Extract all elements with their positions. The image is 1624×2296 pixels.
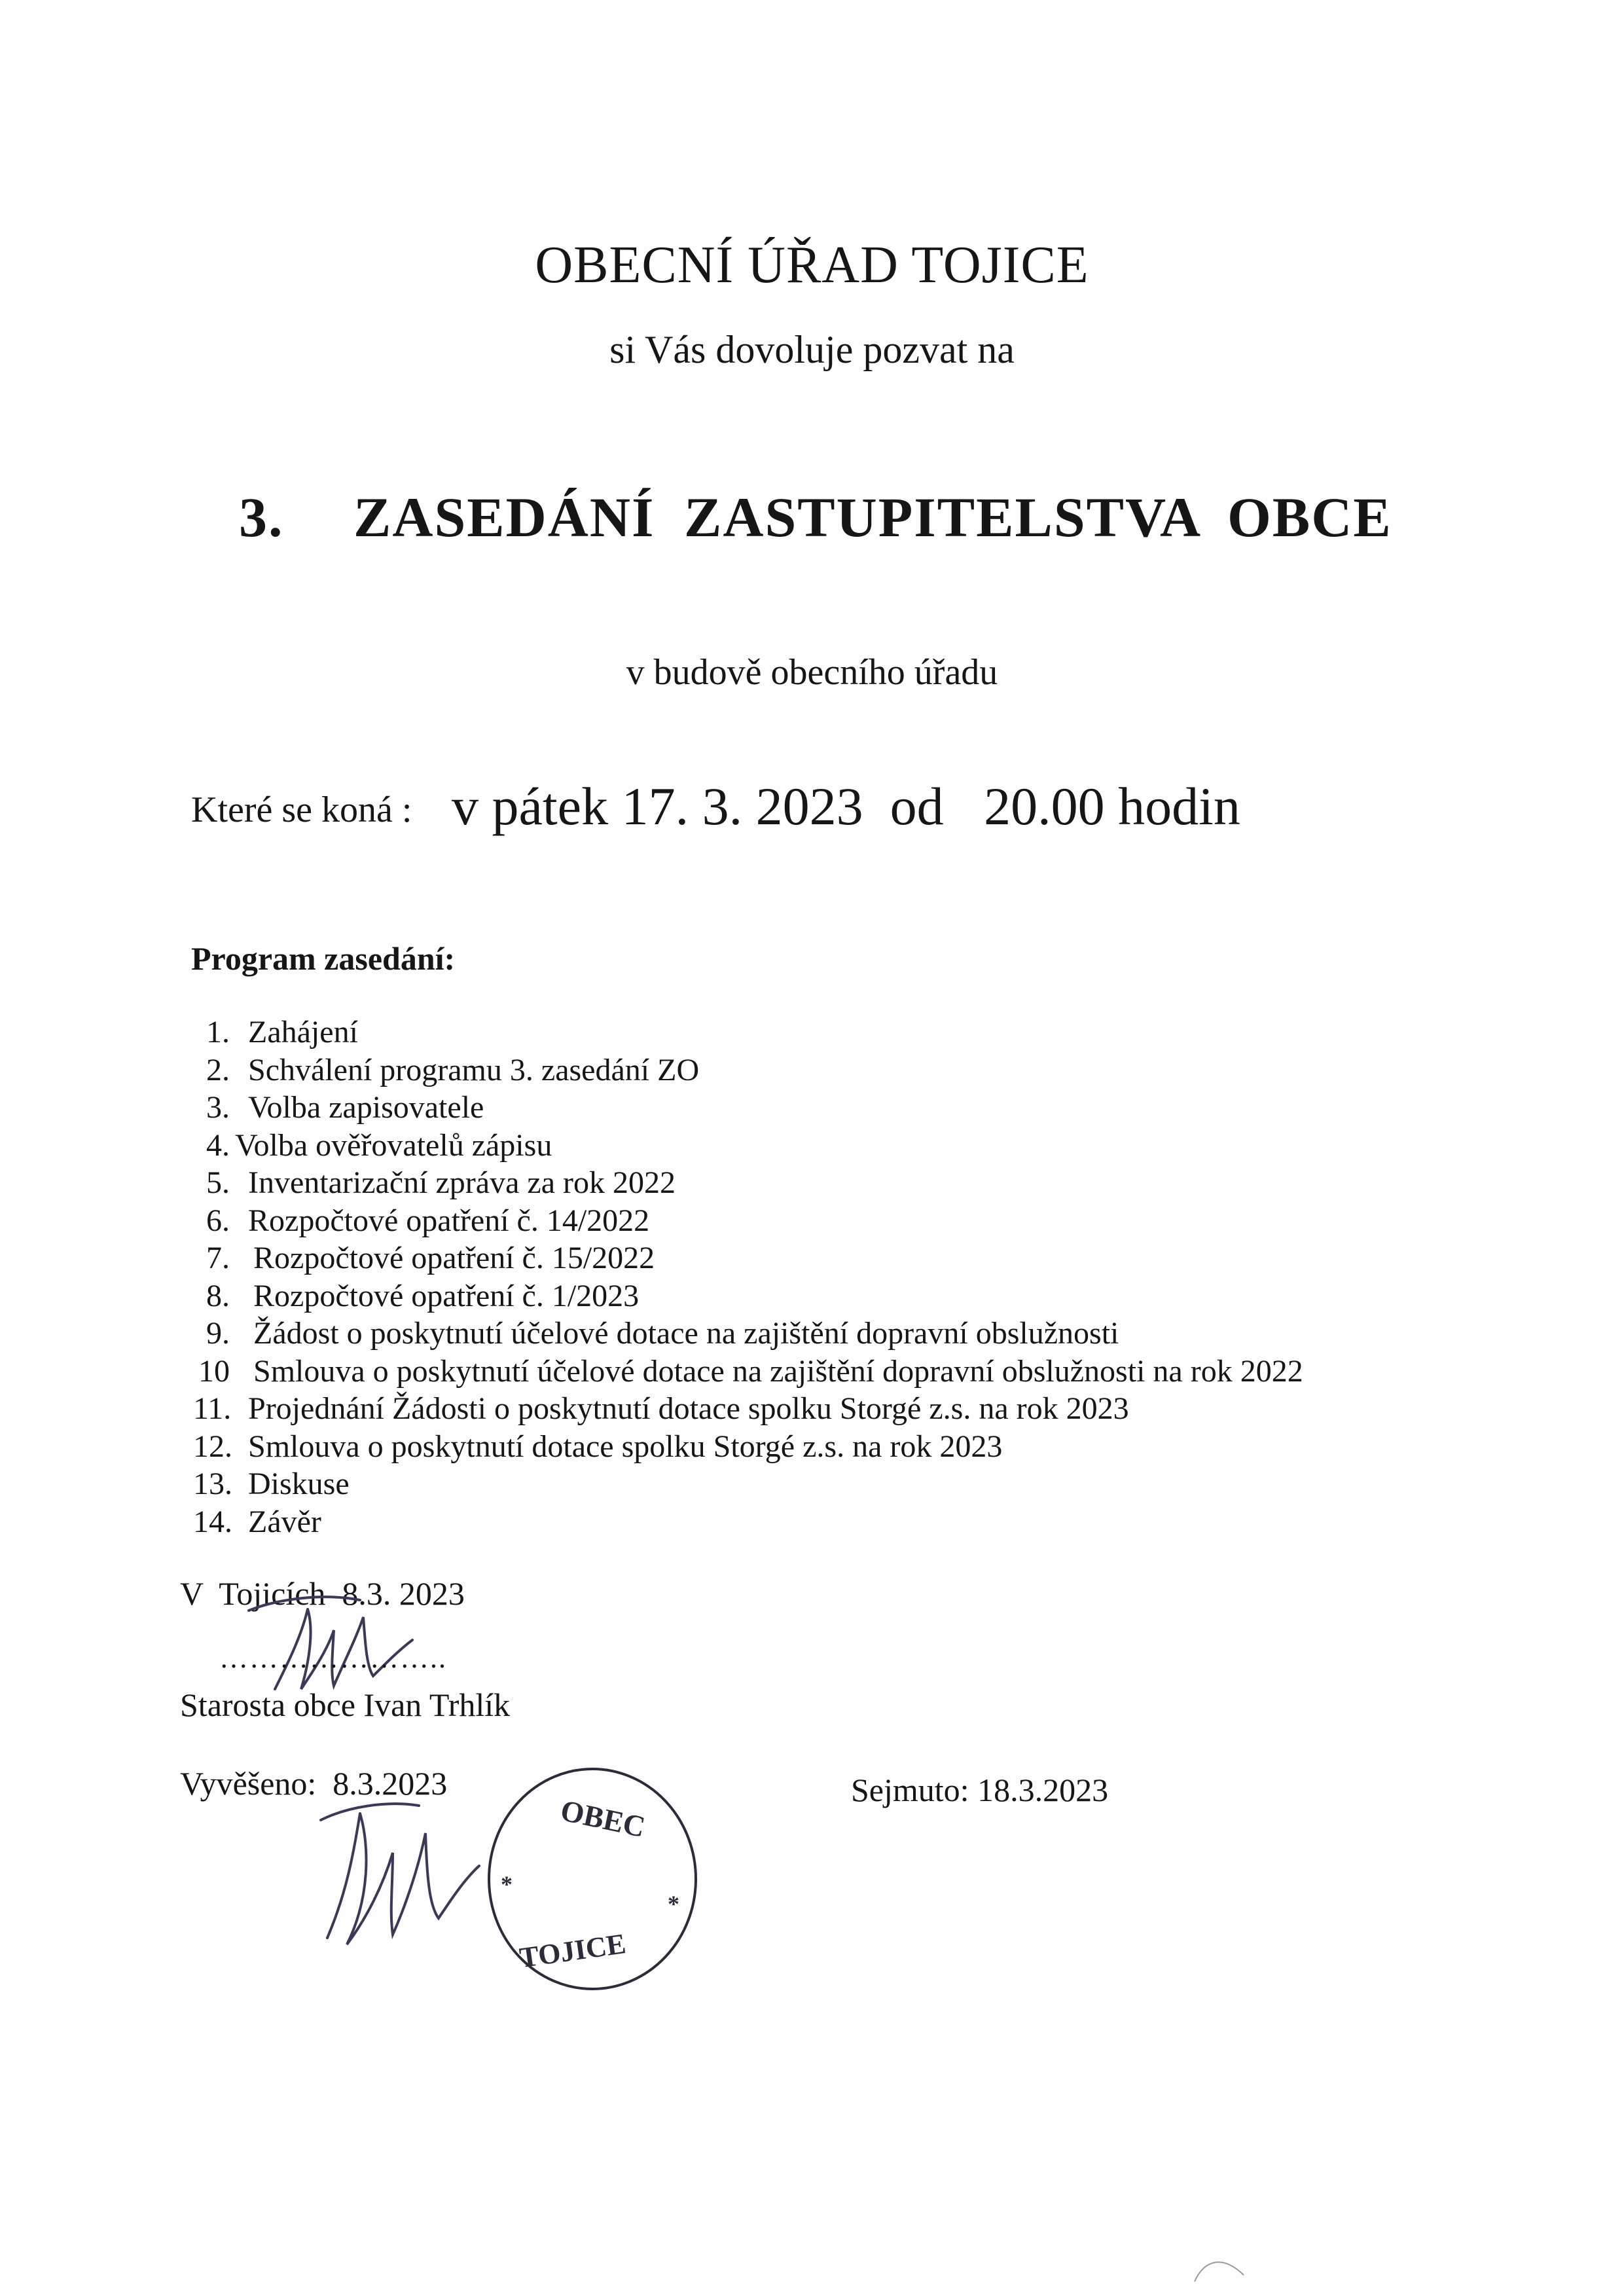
removed-date: Sejmuto: 18.3.2023 <box>851 1772 1109 1808</box>
agenda-item-text: Rozpočtové opatření č. 15/2022 <box>253 1241 655 1275</box>
agenda-item-number: 1. <box>206 1015 230 1049</box>
meeting-title-word-2: ZASTUPITELSTVA <box>684 486 1202 549</box>
municipal-stamp <box>481 1761 704 1997</box>
agenda-item-text: Inventarizační zpráva za rok 2022 <box>248 1165 676 1200</box>
signature-line: ………………….. <box>219 1642 447 1674</box>
agenda-item-number: 9. <box>206 1316 230 1351</box>
meeting-date-time: v pátek 17. 3. 2023 od 20.00 hodin <box>452 776 1240 836</box>
agenda-item-text: Diskuse <box>248 1467 350 1501</box>
agenda-item-number: 13. <box>193 1467 232 1501</box>
stamp-bottom-text: TOJICE <box>517 1927 628 1975</box>
stamp-top-text: OBEC <box>558 1793 649 1844</box>
agenda-item-number: 3. <box>206 1090 230 1125</box>
agenda-item-number: 7. <box>206 1241 230 1275</box>
agenda-item-text: Závěr <box>248 1504 321 1539</box>
agenda-item-number: 6. <box>206 1203 230 1238</box>
posted-date: Vyvěšeno: 8.3.2023 <box>180 1765 448 1802</box>
agenda-item-text: Volba zapisovatele <box>248 1090 484 1125</box>
signature-posted <box>308 1794 484 1951</box>
program-title: Program zasedání: <box>191 940 456 977</box>
meeting-when-label: Které se koná : <box>191 790 412 830</box>
signer-name: Starosta obce Ivan Trhlík <box>180 1686 511 1723</box>
agenda-item-text: Rozpočtové opatření č. 1/2023 <box>253 1278 640 1313</box>
agenda-item-number: 11. <box>193 1391 232 1426</box>
place-date: V Tojicích 8.3. 2023 <box>180 1575 465 1612</box>
office-title: OBECNÍ ÚŘAD TOJICE <box>535 236 1089 294</box>
agenda-item-number: 14. <box>193 1504 232 1539</box>
agenda-item-text: Žádost o poskytnutí účelové dotace na zajištění dopravní obslužnosti <box>253 1316 1119 1351</box>
stamp-star-left: * <box>501 1871 513 1897</box>
agenda-item-number: 2. <box>206 1052 230 1087</box>
agenda-item-text: Projednání Žádosti o poskytnutí dotace spolku Storgé z.s. na rok 2023 <box>248 1391 1129 1426</box>
meeting-number: 3. <box>239 486 284 549</box>
agenda-item-number: 10 <box>198 1353 230 1389</box>
agenda-item-text: Zahájení <box>248 1015 358 1049</box>
agenda-item-number: 4. <box>206 1127 230 1163</box>
agenda-item-text: Rozpočtové opatření č. 14/2022 <box>248 1203 650 1238</box>
agenda-item-text: Smlouva o poskytnutí dotace spolku Storgé z.s. na rok 2023 <box>248 1429 1003 1464</box>
agenda-item-text: Schválení programu 3. zasedání ZO <box>248 1052 700 1087</box>
agenda-item-number: 12. <box>193 1429 232 1464</box>
agenda-item-number: 5. <box>206 1165 230 1200</box>
agenda-item-number: 8. <box>206 1278 230 1313</box>
scan-mark <box>1191 2252 1250 2285</box>
meeting-title-word-3: OBCE <box>1227 486 1392 549</box>
agenda-item-text: Volba ověřovatelů zápisu <box>235 1127 552 1163</box>
meeting-title-word-1: ZASEDÁNÍ <box>353 486 655 549</box>
stamp-star-right: * <box>668 1891 679 1917</box>
meeting-location: v budově obecního úřadu <box>626 652 998 693</box>
agenda-item-text: Smlouva o poskytnutí účelové dotace na zajištění dopravní obslužnosti na rok 2022 <box>253 1353 1303 1389</box>
invitation-line: si Vás dovoluje pozvat na <box>609 328 1015 371</box>
